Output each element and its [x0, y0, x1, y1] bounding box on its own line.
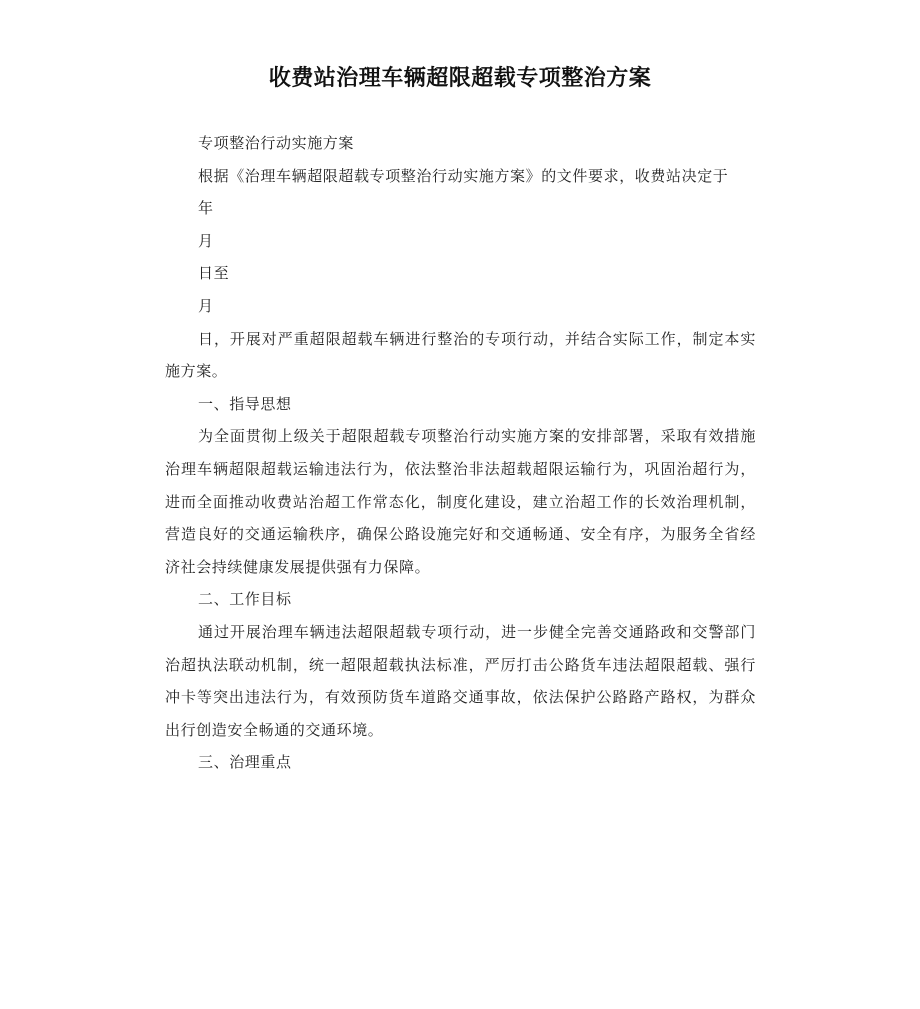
date-fragment-day-start: 日至 [198, 264, 230, 283]
section-heading-guiding-ideology: 一、指导思想 [198, 394, 292, 413]
date-fragment-month-end: 月 [198, 296, 214, 315]
document-title: 收费站治理车辆超限超载专项整治方案 [268, 66, 652, 91]
section-heading-governance-focus: 三、治理重点 [198, 753, 292, 772]
body-paragraph-subtitle: 专项整治行动实施方案 [198, 134, 355, 152]
body-paragraph-guiding-ideology: 为全面贯彻上级关于超限超载专项整治行动实施方案的安排部署，采取有效措施治理车辆超限超载运输违法行为，依法整治非法超载超限运输行为，巩固治超行为，进而全面推动收费站治超工作常态化，制度化建设，建立治超工作的长效治理机制，营造良好的交通运输秩序，确保公路设施完好和交通畅通、安全有序，为服务全省经济社会持续健康发展提供强有力保障。 [165, 427, 756, 576]
document-body [165, 127, 756, 779]
body-paragraph-purpose: 日，开展对严重超限超载车辆进行整治的专项行动，并结合实际工作，制定本实施方案。 [165, 329, 756, 381]
body-paragraph-work-goals: 通过开展治理车辆违法超限超载专项行动，进一步健全完善交通路政和交警部门治超执法联动机制，统一超限超载执法标准，严厉打击公路货车违法超限超载、强行冲卡等突出违法行为，有效预防货车道路交通事故，依法保护公路路产路权，为群众出行创造安全畅通的交通环境。 [165, 622, 756, 739]
body-paragraph-basis: 根据《治理车辆超限超载专项整治行动实施方案》的文件要求，收费站决定于 [198, 166, 729, 185]
section-heading-work-goals: 二、工作目标 [198, 590, 292, 609]
date-fragment-year: 年 [198, 199, 214, 218]
date-fragment-month-start: 月 [198, 231, 214, 250]
